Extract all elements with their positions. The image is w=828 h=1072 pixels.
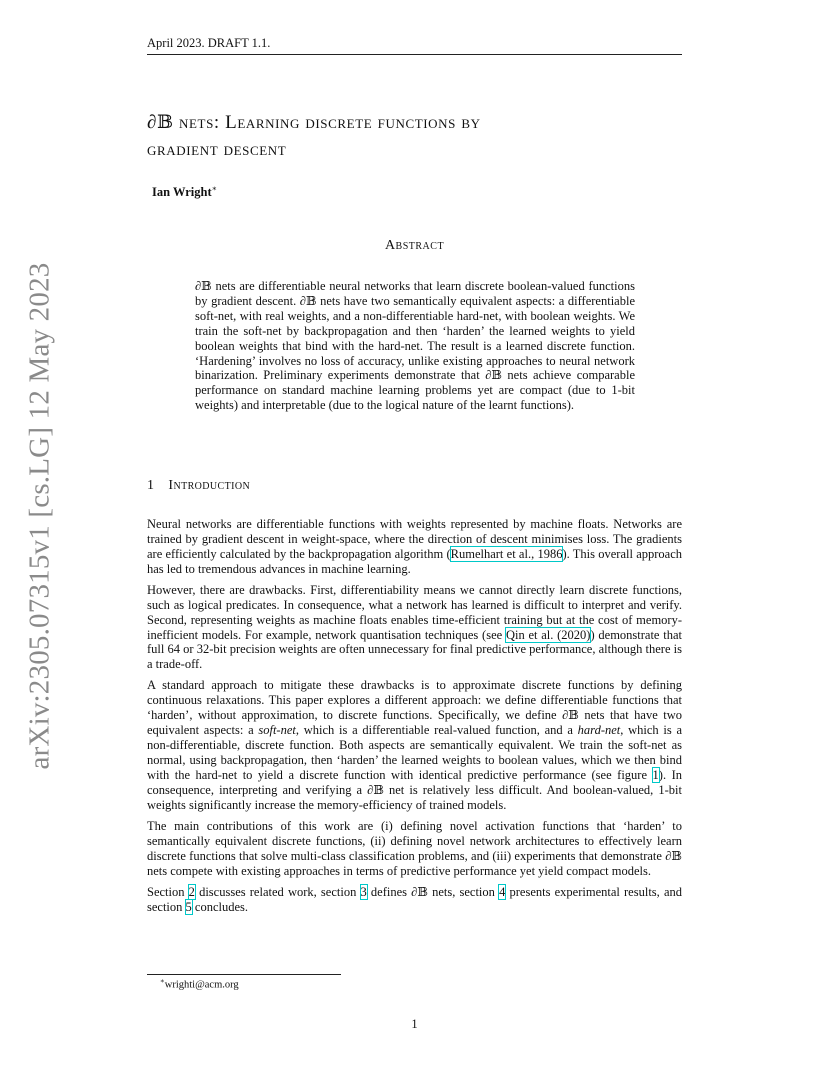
paragraph-text: defines ∂𝔹 nets, section [366, 884, 500, 899]
footnote-mark: ∗ [160, 977, 165, 985]
author-footnote-mark: ∗ [211, 184, 218, 193]
section-ref-link[interactable]: 2 [188, 884, 195, 899]
footnote-divider [147, 974, 341, 975]
footnote-email: wrighti@acm.org [164, 979, 239, 991]
arxiv-stamp-text: arXiv:2305.07315v1 [cs.LG] 12 May 2023 [23, 262, 56, 770]
paragraph-text: ) demonstrate that full 64 or 32-bit precision weights are often unnecessary for final predictive performance, although there is a trade-off. [147, 627, 682, 672]
paragraph-text: discusses related work, section [194, 884, 361, 899]
section-ref-link[interactable]: 3 [360, 884, 367, 899]
paper-title-line-1: ∂𝔹 nets: Learning discrete functions by [147, 112, 481, 133]
section-ref-link[interactable]: 4 [499, 884, 506, 899]
footnote [160, 977, 239, 991]
paragraph-text: ). This overall approach has led to tremendous advances in machine learning. [147, 546, 682, 576]
paragraph-text: A standard approach to mitigate these drawbacks is to approximate discrete functions by defining continuous relaxations. This paper explores a different approach: we define differentiable functions that ‘harden’, without approximation, to discrete functions. Specifically, we define ∂𝔹 nets that have two equivalent aspects: a [147, 678, 682, 738]
paragraph-text: concludes. [191, 899, 249, 914]
paragraph-text: , which is a differentiable real-valued function, and a [295, 723, 578, 738]
paragraph-4 [147, 819, 682, 879]
paragraph-3 [147, 678, 682, 812]
abstract-text: ∂𝔹 nets are differentiable neural networks that learn discrete boolean-valued functions by gradient descent. ∂𝔹 nets have two semantically equivalent aspects: a differentiable soft-net, with real weights, and a non-differentiable hard-net, with boolean weights. We train the soft-net by backpropagation and then ‘harden’ the learned weights to yield boolean weights that bind with the hard-net. The result is a learned discrete function. ‘Hardening’ involves no loss of accuracy, unlike existing approaches to neural network binarization. Preliminary experiments demonstrate that ∂𝔹 nets achieve comparable performance on standard machine learning problems yet are compact (due to 1-bit weights) and interpretable (due to the logical nature of the learnt functions). [195, 279, 635, 413]
paragraph-text: ). In consequence, interpreting and verifying a ∂𝔹 net is relatively less difficult. And boolean-valued, 1-bit weights significantly increase the memory-efficiency of trained models. [147, 767, 682, 812]
paper-title [147, 109, 667, 163]
running-header [147, 36, 682, 55]
paragraph-2 [147, 583, 682, 672]
paragraph-5 [147, 885, 682, 915]
author-name: Ian Wright [152, 185, 212, 200]
introduction-body [147, 517, 682, 921]
paragraph-text: However, there are drawbacks. First, differentiability means we cannot directly learn discrete functions, such as logical predicates. In consequence, what a network has learned is difficult to interpret and verify. Second, representing weights as machine floats enables time-efficient training but at the cost of memory-inefficient models. For example, network quantisation techniques (see [147, 582, 682, 642]
paragraph-text: Section [147, 884, 189, 899]
emphasis-soft-net: soft-net [258, 723, 296, 738]
paper-title-line-2: gradient descent [147, 139, 287, 160]
section-number: 1 [147, 478, 155, 493]
section-heading [147, 478, 250, 494]
section-title: Introduction [168, 478, 251, 493]
abstract-heading: Abstract [384, 238, 445, 253]
citation-link[interactable]: Qin et al. (2020) [505, 627, 591, 642]
section-ref-link[interactable]: 5 [185, 899, 192, 914]
author [152, 184, 217, 200]
paragraph-1 [147, 517, 682, 577]
figure-ref-link[interactable]: 1 [652, 767, 659, 782]
emphasis-hard-net: hard-net [577, 723, 621, 738]
page-number: 1 [411, 1017, 418, 1031]
paragraph-text: , which is a non-differentiable, discrete function. Both aspects are semantically equivalent. We train the soft-net as normal, using backpropagation, then ‘harden’ the learned weights to boolean values, which we then bind with the hard-net to yield a discrete function with identical predictive performance (see figure [147, 723, 683, 782]
paragraph-text: Neural networks are differentiable functions with weights represented by machine floats. Networks are trained by gradient descent in weight-space, where the direction of descent minimises loss. The gradients are efficiently calculated by the backpropagation algorithm ( [147, 517, 682, 561]
citation-link[interactable]: Rumelhart et al., 1986 [450, 546, 563, 561]
running-head-text: April 2023. DRAFT 1.1. [147, 36, 271, 50]
paragraph-text: presents experimental results, and section [147, 884, 682, 914]
paragraph-text: The main contributions of this work are (i) defining novel activation functions that ‘harden’ to semantically equivalent discrete functions, (ii) defining novel network architectures to effectively learn discrete functions that solve multi-class classification problems, and (iii) experiments that demonstrate ∂𝔹 nets compete with existing approaches in terms of predictive performance yet yield compact models. [147, 818, 682, 878]
